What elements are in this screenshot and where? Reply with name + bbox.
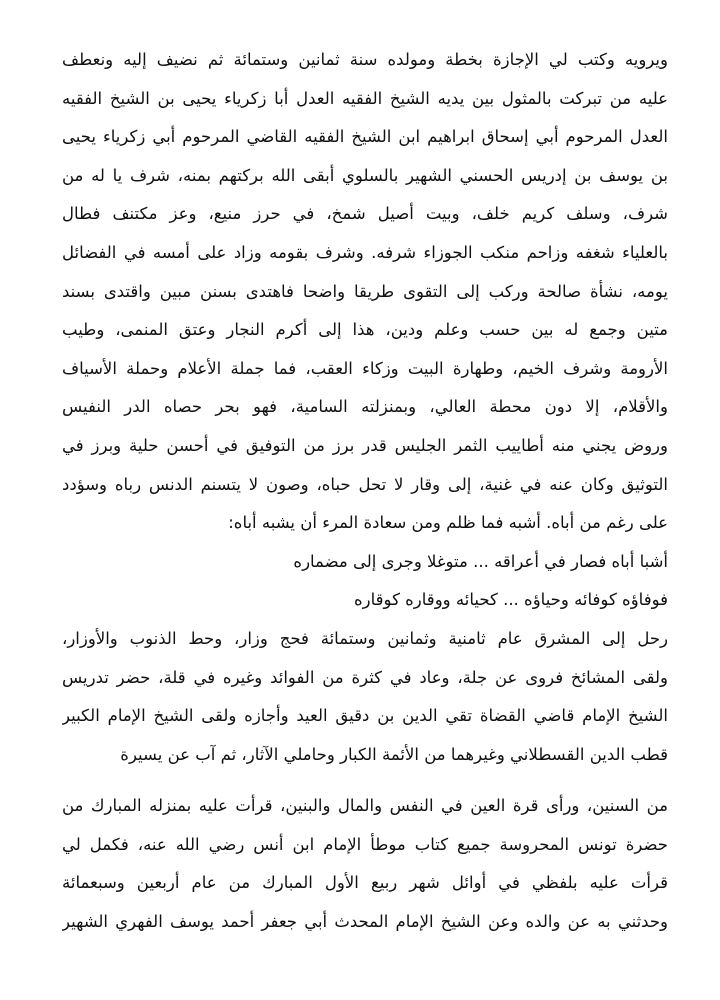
text-line: التوثيق وكان عنه في غنية، إلى وقار لا تحل حباه، وصون لا يتسنم الدنس رباه وسؤدد <box>62 474 668 494</box>
text-line: من السنين، ورأى قرة العين في النفس والمال والبنين، قرأت عليه بمنزله المبارك من <box>62 796 668 815</box>
text-line: متين وجمع له بين حسب وعلم ودين، هذا إلى أكرم النجار وعتق المنمى، وطيب <box>62 320 668 340</box>
text-line: قرأت عليه بلفظي في أوائل شهر ربيع الأول المبارك من عام أربعين وسبعمائة <box>62 873 668 893</box>
text-line: والأقلام، إلا دون محطة العالي، وبمنزلته السامية، فهو بحر حصاه الدر النفيس <box>62 397 668 417</box>
paragraph-main <box>62 41 668 774</box>
text-line: وروض يجني منه أطاييب الثمر الجليس قدر برز من التوفيق في أحسن حلية وبرز في <box>62 435 668 455</box>
text-line: وحدثني به عن والده وعن الشيخ الإمام المحدث أبي جعفر أحمد يوسف الفهري الشهير <box>62 911 668 931</box>
verse-line: فوفاؤه كوفائه وحياؤه ... كحيائه ووقاره كوقاره <box>354 590 668 610</box>
text-line: يومه، نشأة صالحة وركب إلى التقوى طريقا واضحا فاهتدى بسنن مبين واقتدى بسند <box>62 281 668 301</box>
text-line: على رغم من أباه. أشبه فما ظلم ومن سعادة المرء أن يشبه أباه: <box>228 513 668 533</box>
text-line: شرف، وسلف كريم خلف، وبيت أصيل شمخ، في حرز منيع، وعز مكتنف فطال <box>62 204 668 224</box>
text-line: ولقى المشائخ فروى عن جلة، وعاد في كثرة من الفوائد وغيره في قلة، حضر تدريس <box>62 667 668 687</box>
text-line: رحل إلى المشرق عام ثامنية وثمانين وستمائة فحج وزار، وحط الذنوب والأوزار، <box>62 628 668 648</box>
text-line: الشيخ الإمام قاضي القضاة تقي الدين بن دقيق العيد وأجازه ولقى الشيخ الإمام الكبير <box>62 706 668 726</box>
text-line: قطب الدين القسطلاني وغيرهما من الأئمة الكبار وحاملي الآثار، ثم آب عن يسيرة <box>120 744 668 764</box>
text-line: ويرويه وكتب لي الإجازة بخطة ومولده سنة ثمانين وستمائة ثم نضيف إليه ونعطف <box>62 50 668 69</box>
verse-line: أشبا أباه فصار في أعراقه ... متوغلا وجرى إلى مضماره <box>293 551 668 571</box>
text-line: عليه من تبركت بالمثول بين يديه الشيخ الفقيه العدل أبا زكرياء يحيى بن الشيخ الفقيه <box>62 88 668 108</box>
text-line: الأرومة وشرف الخيم، وطهارة البيت وزكاء العقب، فما جملة الأعلام وحملة الأسياف <box>62 358 668 378</box>
text-line: حضرة تونس المحروسة جميع كتاب موطأ الإمام ابن أنس رضي الله عنه، فكمل لي <box>62 834 668 854</box>
text-line: بن يوسف بن إدريس الحسني الشهير بالسلوي أبقى الله بركتهم بمنه، شرف يا له من <box>62 165 668 185</box>
text-line: بالعلياء شغفه وزاحم منكب الجوزاء شرفه. وشرف بقومه وزاد على أمسه في الفضائل <box>62 242 668 262</box>
paragraph-continued <box>62 787 668 941</box>
text-line: العدل المرحوم أبي إسحاق ابراهيم ابن الشيخ الفقيه القاضي المرحوم أبي زكرياء يحيى <box>62 127 668 147</box>
